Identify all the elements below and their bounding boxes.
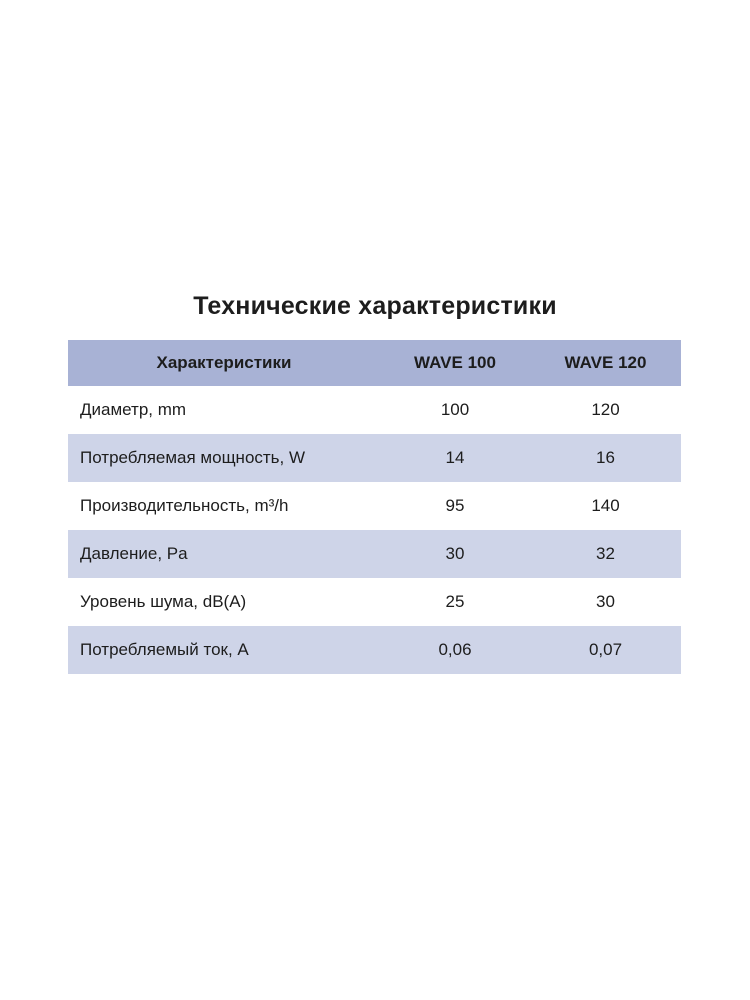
row-value-wave120: 16: [596, 448, 615, 467]
row-value-wave120: 32: [596, 544, 615, 563]
page-title: Технические характеристики: [193, 292, 557, 320]
row-value-wave100: 30: [445, 544, 465, 563]
table-row-pressure: [68, 530, 681, 578]
row-label: Производительность, m³/h: [80, 496, 289, 515]
table-header-row: [68, 340, 681, 386]
row-value-wave120: 140: [591, 496, 620, 515]
column-header-wave100: WAVE 100: [414, 353, 496, 372]
table-row-airflow: [68, 482, 681, 530]
row-value-wave100: 0,06: [438, 640, 472, 659]
column-header-wave120: WAVE 120: [564, 353, 647, 372]
row-value-wave100: 14: [445, 448, 465, 467]
row-label: Потребляемый ток, A: [80, 640, 249, 659]
row-value-wave120: 30: [596, 592, 615, 611]
table-row-current: [68, 626, 681, 674]
row-value-wave120: 120: [591, 400, 620, 419]
row-value-wave100: 95: [445, 496, 465, 515]
row-label: Давление, Pa: [80, 544, 188, 563]
row-label: Уровень шума, dB(A): [80, 592, 247, 611]
row-label: Диаметр, mm: [80, 400, 187, 419]
table-row-diameter: [68, 386, 681, 434]
table-row-power: [68, 434, 681, 482]
column-header-characteristics: Характеристики: [156, 353, 292, 372]
row-value-wave100: 100: [440, 400, 470, 419]
table-row-noise: [68, 578, 681, 626]
row-label: Потребляемая мощность, W: [80, 448, 306, 467]
row-value-wave100: 25: [445, 592, 465, 611]
spec-table: [68, 340, 681, 674]
row-value-wave120: 0,07: [588, 640, 623, 659]
